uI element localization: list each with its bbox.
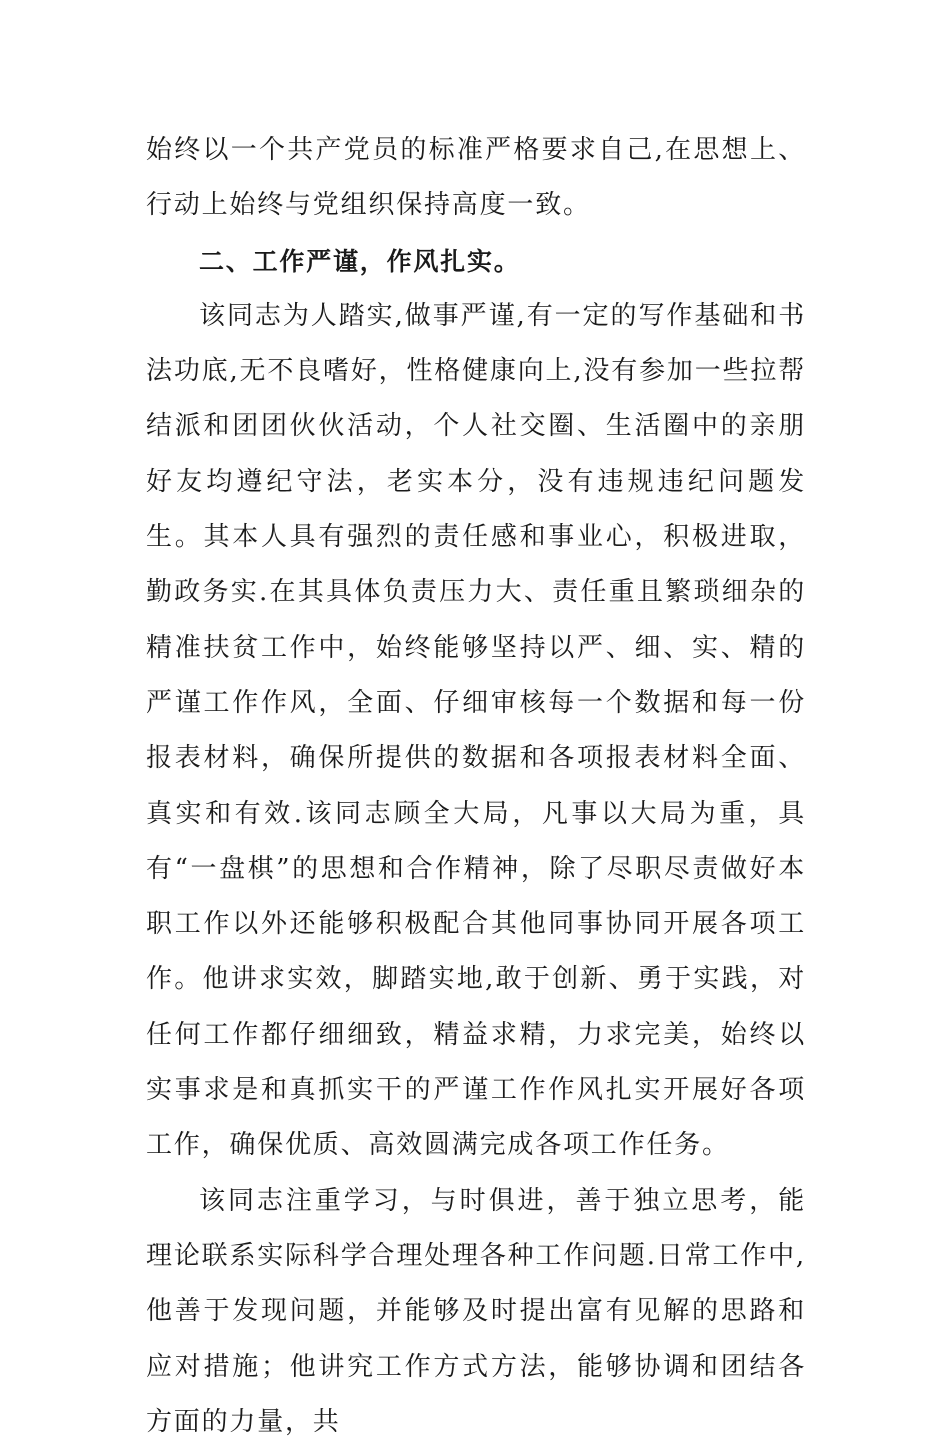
paragraph-continuation: 始终以一个共产党员的标准严格要求自己,在思想上、行动上始终与党组织保持高度一致。 xyxy=(146,135,806,221)
paragraph-learning: 该同志注重学习，与时俱进，善于独立思考，能理论联系实际科学合理处理各种工作问题.日常工作中,他善于发现问题，并能够及时提出富有见解的思路和应对措施；他讲究工作方式方法，能够协调和团结各方面的力量，共 xyxy=(146,1185,806,1437)
paragraph-work-style: 该同志为人踏实,做事严谨,有一定的写作基础和书法功底,无不良嗜好，性格健康向上,没有参加一些拉帮结派和团团伙伙活动，个人社交圈、生活圈中的亲朋好友均遵纪守法，老实本分，没有违规违纪问题发生。其本人具有强烈的责任感和事业心，积极进取，勤政务实.在其具体负责压力大、责任重且繁琐细杂的精准扶贫工作中，始终能够坚持以严、细、实、精的严谨工作作风，全面、仔细审核每一个数据和每一份报表材料，确保所提供的数据和各项报表材料全面、真实和有效.该同志顾全大局，凡事以大局为重，具有“一盘棋”的思想和合作精神，除了尽职尽责做好本职工作以外还能够积极配合其他同事协同开展各项工作。他讲求实效，脚踏实地,敢于创新、勇于实践，对任何工作都仔细细致，精益求精，力求完美，始终以实事求是和真抓实干的严谨工作作风扎实开展好各项工作，确保优质、高效圆满完成各项工作任务。 xyxy=(146,300,806,1161)
document-body xyxy=(146,123,806,1450)
section-heading: 二、工作严谨，作风扎实。 xyxy=(199,246,521,276)
